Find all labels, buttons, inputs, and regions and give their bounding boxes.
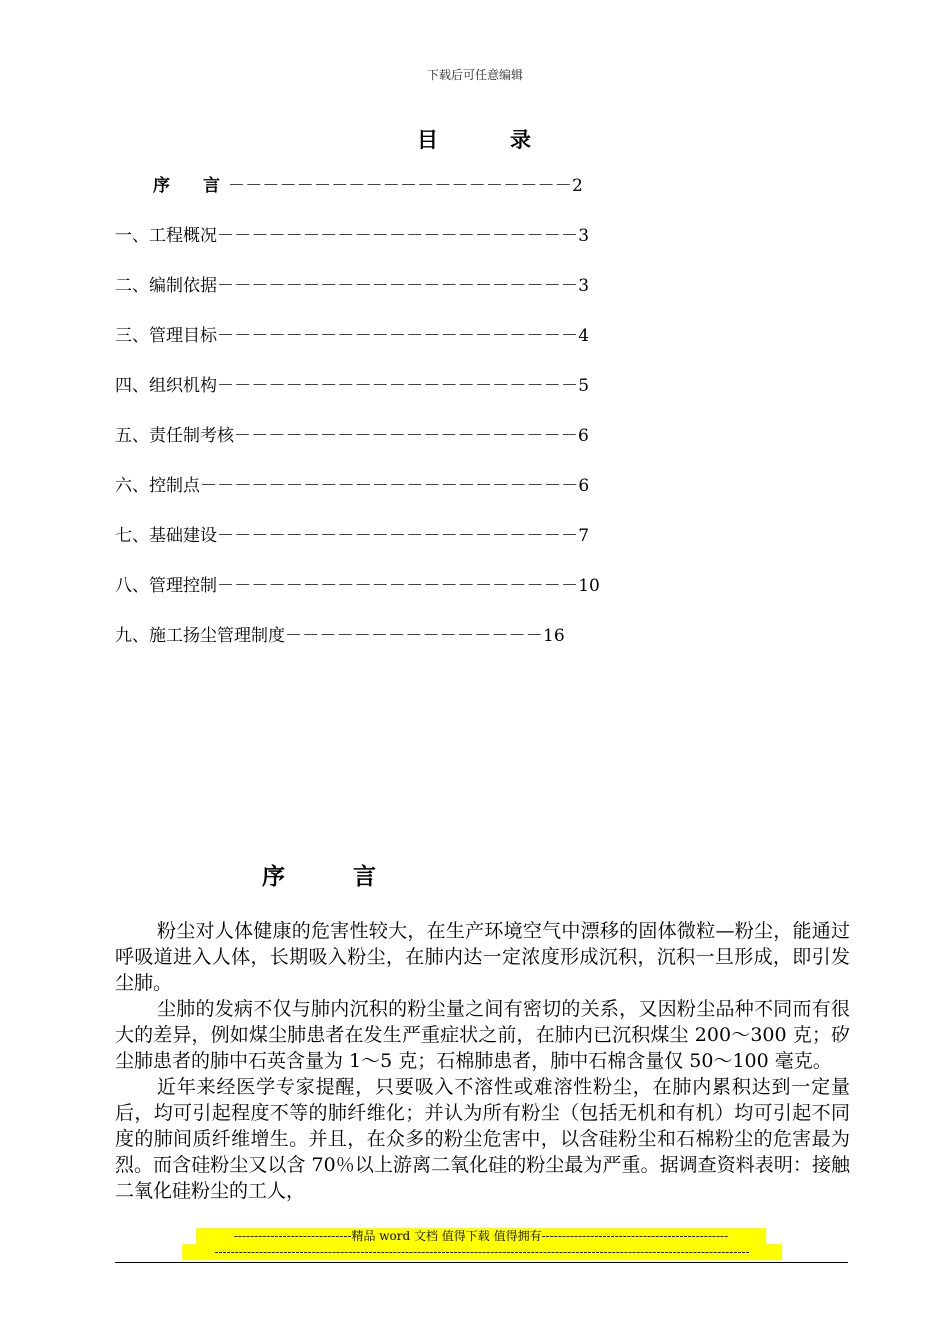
toc-item-2[interactable] <box>115 274 589 298</box>
footer-banner-line: -----------------------------精品 word 文档 值得下载 值得拥有---------------------------------------------- <box>196 1228 766 1244</box>
toc-item-preface[interactable] <box>115 174 583 198</box>
footer-divider <box>115 1262 848 1263</box>
toc-item-label: 九、施工扬尘管理制度 <box>115 626 285 646</box>
toc-item-label: 序 言 <box>153 176 228 196</box>
toc-item-label: 五、责任制考核 <box>115 426 234 446</box>
toc-item-4[interactable] <box>115 374 589 398</box>
toc-item-3[interactable] <box>115 324 589 348</box>
toc-item-leader: －－－－－－－－－－－－－－－－－－－－－ <box>217 376 579 396</box>
toc-item-label: 三、管理目标 <box>115 326 217 346</box>
toc-item-label: 二、编制依据 <box>115 276 217 296</box>
toc-item-leader: －－－－－－－－－－－－－－－－－－－－－ <box>217 276 579 296</box>
toc-item-page: 5 <box>578 376 590 396</box>
section-title-right: 言 <box>353 863 376 890</box>
toc-item-page: 10 <box>578 576 600 596</box>
toc-item-label: 七、基础建设 <box>115 526 217 546</box>
toc-item-1[interactable] <box>115 224 589 248</box>
paragraph: 近年来经医学专家提醒，只要吸入不溶性或难溶性粉尘，在肺内累积达到一定量后，均可引起程度不等的肺纤维化；并认为所有粉尘（包括无机和有机）均可引起不同度的肺间质纤维增生。并且，在众多的粉尘危害中，以含硅粉尘和石棉粉尘的危害最为烈。而含硅粉尘又以含 70％以上游离二氧化硅的粉尘最为严重。据调查资料表明：接触二氧化硅粉尘的工人， <box>115 1076 850 1202</box>
toc-item-6[interactable] <box>115 474 589 498</box>
toc-item-page: 6 <box>578 426 589 446</box>
toc-item-leader: －－－－－－－－－－－－－－－－－－－－－ <box>217 576 579 596</box>
toc-item-page: 16 <box>543 626 565 646</box>
toc-item-leader: －－－－－－－－－－－－－－－－－－－－ <box>228 176 572 196</box>
toc-item-5[interactable] <box>115 424 589 448</box>
toc-item-8[interactable] <box>115 574 600 598</box>
toc-item-9[interactable] <box>115 624 565 648</box>
toc-item-leader: －－－－－－－－－－－－－－－－－－－－ <box>234 426 578 446</box>
footer-banner <box>182 1228 782 1260</box>
toc-item-leader: －－－－－－－－－－－－－－－－－－－－－－ <box>200 476 579 496</box>
section-title-left: 序 <box>262 863 285 890</box>
toc-item-page: 2 <box>572 176 583 196</box>
toc-item-page: 3 <box>578 226 590 246</box>
section-body <box>115 918 850 1204</box>
toc-item-page: 4 <box>578 326 590 346</box>
toc-item-page: 3 <box>578 276 590 296</box>
footer-banner-line: ------------------------------------------------------------------------------------------------------------------------------------ <box>182 1244 782 1260</box>
header-note: 下载后可任意编辑 <box>426 68 523 82</box>
toc-item-leader: －－－－－－－－－－－－－－－ <box>285 626 543 646</box>
toc-title <box>0 124 950 154</box>
toc-item-label: 八、管理控制 <box>115 576 217 596</box>
toc-item-leader: －－－－－－－－－－－－－－－－－－－－－ <box>217 226 579 246</box>
toc-item-label: 六、控制点 <box>115 476 200 496</box>
toc-item-leader: －－－－－－－－－－－－－－－－－－－－－ <box>217 326 579 346</box>
toc-item-leader: －－－－－－－－－－－－－－－－－－－－－ <box>217 526 579 546</box>
toc-item-label: 四、组织机构 <box>115 376 217 396</box>
toc-title-right: 录 <box>510 127 533 152</box>
toc-item-7[interactable] <box>115 524 589 548</box>
toc-title-left: 目 <box>417 127 440 152</box>
toc-item-page: 7 <box>578 526 590 546</box>
paragraph: 粉尘对人体健康的危害性较大，在生产环境空气中漂移的固体微粒—粉尘，能通过呼吸道进入人体，长期吸入粉尘，在肺内达一定浓度形成沉积，沉积一旦形成，即引发尘肺。 <box>115 920 850 994</box>
toc-item-page: 6 <box>578 476 590 496</box>
section-title <box>262 858 376 891</box>
paragraph: 尘肺的发病不仅与肺内沉积的粉尘量之间有密切的关系，又因粉尘品种不同而有很大的差异，例如煤尘肺患者在发生严重症状之前，在肺内已沉积煤尘 200～300 克；矽尘肺患者的肺中石英含量为 1～5 克；石棉肺患者，肺中石棉含量仅 50～100 毫克。 <box>115 998 850 1072</box>
toc-item-label: 一、工程概况 <box>115 226 217 246</box>
